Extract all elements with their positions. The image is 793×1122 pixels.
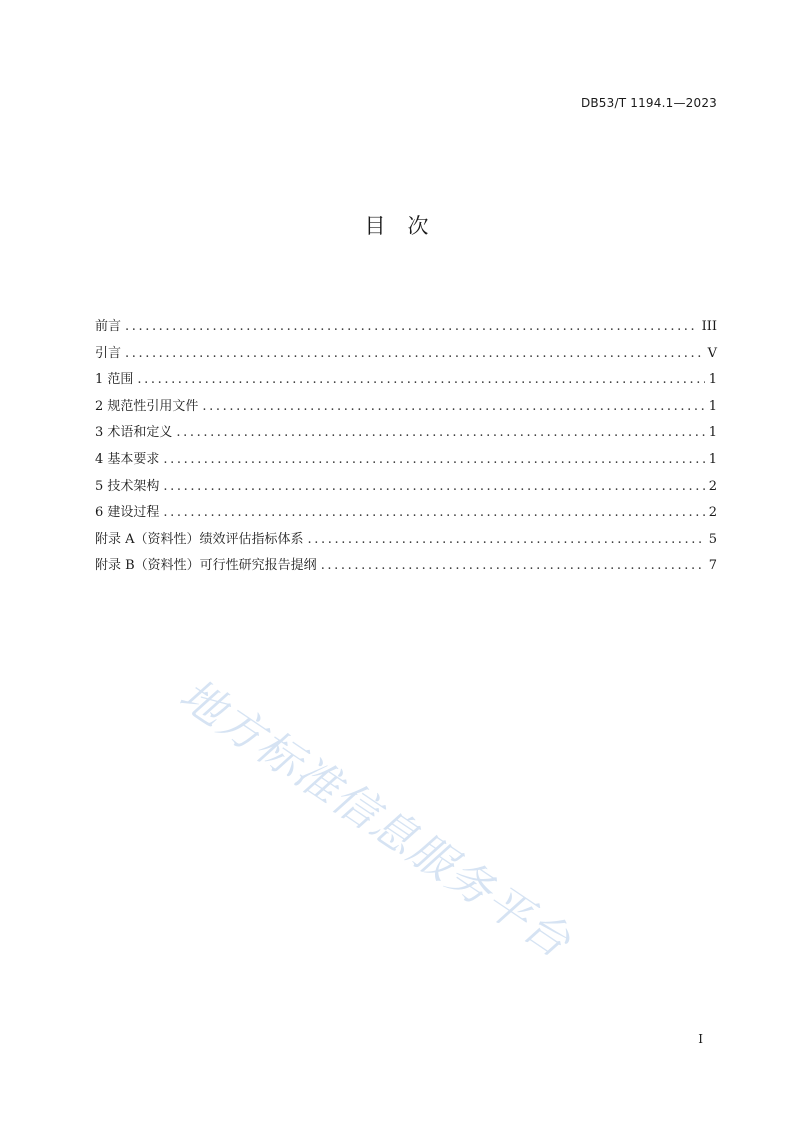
toc-item-label: 1 范围 bbox=[95, 372, 134, 388]
toc-item-label: 附录 A（资料性）绩效评估指标体系 bbox=[95, 531, 304, 547]
toc-item-appendix-b[interactable] bbox=[95, 553, 717, 580]
toc-item-page: 2 bbox=[708, 478, 717, 494]
toc-dot-leader bbox=[137, 367, 704, 394]
toc-dot-leader bbox=[308, 527, 705, 554]
toc-item-page: 1 bbox=[708, 398, 717, 414]
table-of-contents bbox=[95, 314, 717, 580]
toc-item-technical-architecture[interactable] bbox=[95, 474, 717, 501]
toc-dot-leader bbox=[163, 447, 704, 474]
toc-item-normative-references[interactable] bbox=[95, 394, 717, 421]
toc-item-label: 前言 bbox=[95, 319, 122, 334]
toc-item-terms-definitions[interactable] bbox=[95, 420, 717, 447]
toc-item-label: 4 基本要求 bbox=[95, 451, 160, 467]
toc-item-page: V bbox=[707, 345, 717, 361]
toc-dot-leader bbox=[163, 474, 704, 501]
toc-item-label: 引言 bbox=[95, 345, 122, 361]
toc-item-label: 6 建设过程 bbox=[95, 505, 160, 521]
toc-dot-leader bbox=[321, 553, 705, 580]
toc-dot-leader bbox=[125, 341, 704, 368]
toc-item-page: 1 bbox=[708, 425, 717, 441]
toc-item-page: 2 bbox=[708, 505, 717, 521]
toc-item-label: 附录 B（资料性）可行性研究报告提纲 bbox=[95, 558, 317, 574]
toc-dot-leader bbox=[176, 420, 704, 447]
toc-item-introduction[interactable] bbox=[95, 341, 717, 368]
toc-dot-leader bbox=[202, 394, 704, 421]
toc-item-construction-process[interactable] bbox=[95, 500, 717, 527]
toc-item-scope[interactable] bbox=[95, 367, 717, 394]
toc-item-page: III bbox=[701, 319, 717, 334]
toc-item-appendix-a[interactable] bbox=[95, 527, 717, 554]
toc-item-label: 3 术语和定义 bbox=[95, 425, 173, 441]
toc-item-basic-requirements[interactable] bbox=[95, 447, 717, 474]
toc-item-page: 7 bbox=[708, 558, 717, 574]
toc-item-page: 1 bbox=[708, 451, 717, 467]
toc-item-label: 2 规范性引用文件 bbox=[95, 398, 199, 414]
toc-item-page: 5 bbox=[708, 531, 717, 547]
toc-dot-leader bbox=[125, 314, 698, 341]
toc-item-foreword[interactable] bbox=[95, 314, 717, 341]
document-code: DB53/T 1194.1—2023 bbox=[580, 96, 717, 110]
toc-dot-leader bbox=[163, 500, 704, 527]
watermark: 地方标准信息服务平台 bbox=[170, 669, 581, 969]
toc-item-page: 1 bbox=[708, 372, 717, 388]
toc-item-label: 5 技术架构 bbox=[95, 478, 160, 494]
page-number: I bbox=[698, 1032, 703, 1046]
page-title: 目次 bbox=[364, 214, 451, 238]
